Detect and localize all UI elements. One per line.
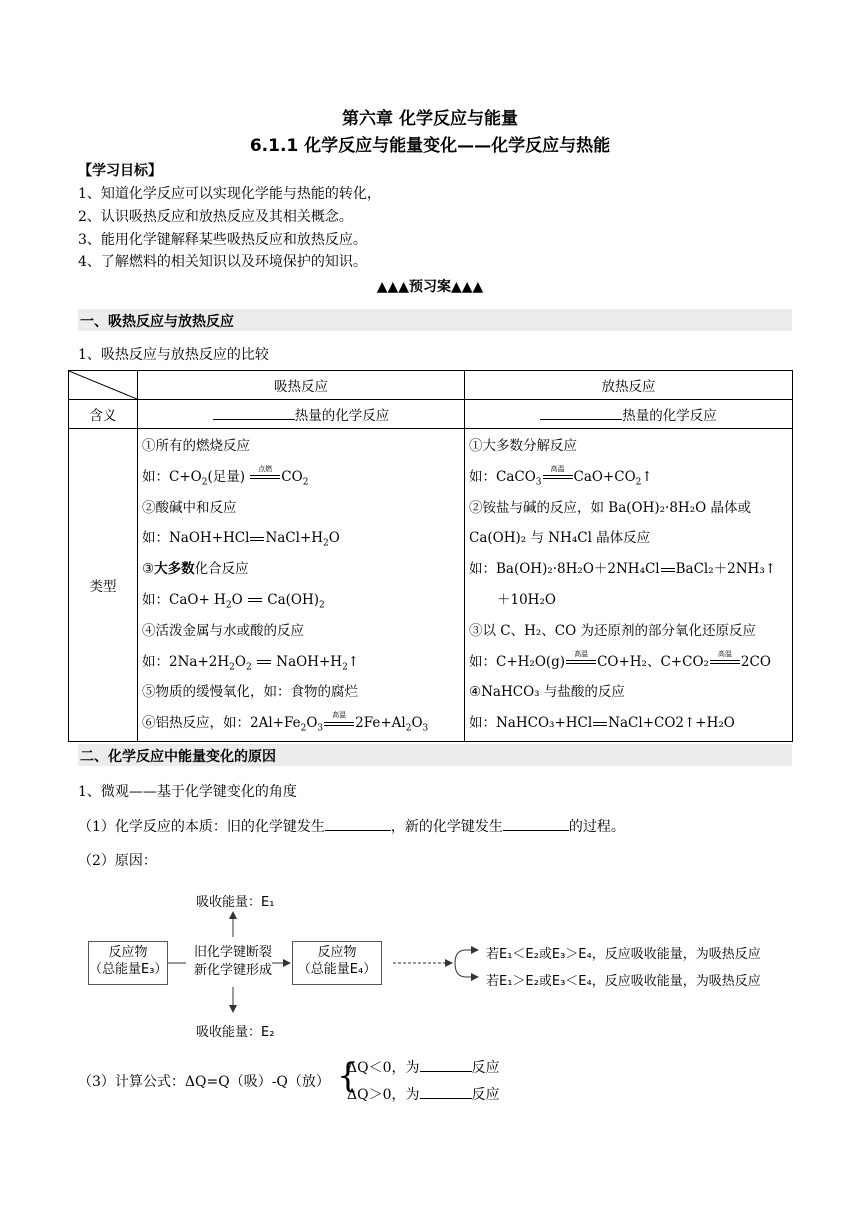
type-line: 如：NaHCO₃+HCl NaCl+CO2↑+H₂O [469,715,735,732]
type-line: ④NaHCO₃ 与盐酸的反应 [469,684,625,701]
row-label-meaning: 含义 [69,400,138,429]
section1-heading: 一、吸热反应与放热反应 [80,314,234,330]
type-line: ⑤物质的缓慢氧化，如：食物的腐烂 [142,684,358,701]
fill-blank[interactable] [420,1086,472,1099]
type-line: ②酸碱中和反应 [142,499,237,516]
formula-label: （3）计算公式：ΔQ=Q（吸）-Q（放） [78,1074,330,1090]
reactant-energy: （总能量E₃） [89,962,168,977]
objectives-label: 【学习目标】 [78,163,162,179]
preview-banner: ▲▲▲预习案▲▲▲ [376,279,484,295]
absorb-energy-top: 吸收能量：E₁ [196,895,275,910]
type-line: 如：$2Na+2H_2O_2$ $NaOH+H_2↑$ [142,653,360,673]
meaning-text: 热量的化学反应 [622,408,717,424]
section2-heading: 二、化学反应中能量变化的原因 [80,749,276,765]
type-line: ②铵盐与碱的反应，如 Ba(OH)₂·8H₂O 晶体或 [469,499,751,516]
brace-icon: { [337,1056,359,1096]
type-line: Ca(OH)₂ 与 NH₄Cl 晶体反应 [469,530,651,547]
header-endothermic: 吸热反应 [138,371,465,400]
type-line: ＋10H₂O [497,591,556,608]
type-line: 如：Ba(OH)₂·8H₂O＋2NH₄Cl BaCl₂＋2NH₃↑ [469,561,777,578]
type-line: ①大多数分解反应 [469,438,577,454]
formula-case-1: ΔQ＜0，为 反应 [347,1060,500,1076]
type-line: ③大多数化合反应 [142,561,249,578]
lesson-title: 6.1.1 化学反应与能量变化——化学反应与热能 [249,136,611,156]
product-box [292,941,382,985]
formula-case-2: ΔQ＞0，为 反应 [347,1087,500,1103]
essence-line: （1）化学反应的本质：旧的化学键发生 ，新的化学键发生 的过程。 [78,819,625,835]
product-label: 反应物 [317,945,357,960]
meaning-text: 热量的化学反应 [294,408,390,424]
result-endothermic-1: 若E₁＜E₂或E₃＞E₄，反应吸收能量，为吸热反应 [486,947,761,962]
objective-item: 4、了解燃料的相关知识以及环境保护的知识。 [78,254,367,270]
result-endothermic-2: 若E₁＞E₂或E₃＜E₄，反应吸收能量，为吸热反应 [486,974,761,989]
type-line: ⑥铝热反应，如：$2Al+Fe_2O_3$ 高温 $2Fe+Al_2O_3$ [142,711,429,734]
micro-title: 1、微观——基于化学键变化的角度 [78,784,297,800]
reason-label: （2）原因： [78,853,157,869]
type-line: 如：CaCO$_3$ 高温 $CaO+CO_2↑$ [469,464,653,488]
type-line: 如：$CaO+ H_2O$ $Ca(OH)_2$ [142,591,325,611]
product-energy: （总能量E₄） [297,962,377,977]
objective-item: 1、知道化学反应可以实现化学能与热能的转化， [78,186,381,202]
type-line: 如：NaOH+HCl $NaCl+H_2O$ [142,530,340,550]
absorb-energy-bottom: 吸收能量：E₂ [196,1025,275,1040]
header-exothermic: 放热反应 [465,371,793,400]
type-line: 如：$C+O_2$(足量) 点燃 $CO_2$ [142,464,309,488]
type-line: ①所有的燃烧反应 [142,438,250,454]
type-line: ④活泼金属与水或酸的反应 [142,622,304,639]
fill-blank[interactable] [420,1059,472,1072]
comparison-title: 1、吸热反应与放热反应的比较 [78,347,269,363]
type-line: 如：C+H₂O(g) 高温 CO+H₂、C+CO₂ 高温 2CO [469,649,771,670]
row-label-type: 类型 [69,429,138,742]
chapter-title: 第六章 化学反应与能量 [342,109,518,129]
reactant-box [88,941,168,985]
type-line: ③以 C、H₂、CO 为还原剂的部分氧化还原反应 [469,622,756,639]
process-label: 旧化学键断裂 新化学键形成 [194,945,273,978]
reactant-label: 反应物 [108,945,148,960]
objective-item: 2、认识吸热反应和放热反应及其相关概念。 [78,209,353,225]
objective-item: 3、能用化学键解释某些吸热反应和放热反应。 [78,232,367,248]
